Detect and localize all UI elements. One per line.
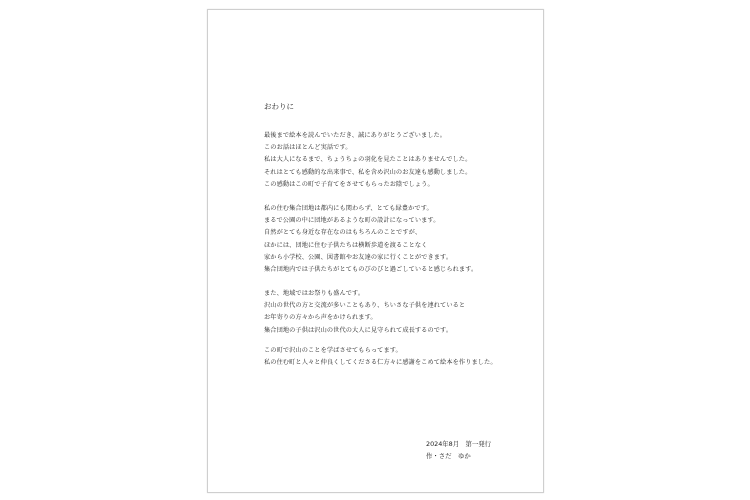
paragraph-line: 最後まで絵本を読んでいただき、誠にありがとうございました。 [264,132,447,139]
paragraph-4 [264,345,497,369]
paragraph-1 [264,130,471,191]
document-page [207,9,544,493]
paragraph-line: お年寄りの方々から声をかけられます。 [264,314,377,322]
paragraph-3 [264,288,465,337]
paragraph-line: この町で沢山のことを学ばさせてもらってます。 [264,347,402,354]
paragraph-line: 私の住む集合団地は都内にも関わらず、とても緑豊かです。 [264,205,433,212]
paragraph-line: 家から小学校、公園、図書館やお友達の家に行くことができます。 [264,253,453,261]
paragraph-line: 沢山の世代の方と交流が多いこともあり、ちいさな子供を連れていると [264,302,466,310]
paragraph-line: ほかには、団地に住む子供たちは横断歩道を渡ることなく [264,241,428,249]
paragraph-line: 集合団地の子供は沢山の世代の大人に見守られて成長するのです。 [264,326,453,334]
paragraph-2 [264,203,477,276]
paragraph-line: 自然がとても身近な存在なのはもちろんのことですが、 [264,229,422,237]
author-line: 作・さだ ゆか [426,452,471,460]
paragraph-line: このお話はほとんど実話です。 [264,144,352,152]
paragraph-line: また、地域ではお祭りも盛んです。 [264,290,365,297]
paragraph-line: この感動はこの町で子育てをさせてもらったお陰でしょう。 [264,180,434,188]
paragraph-line: まるで公園の中に団地があるような町の設計になっています。 [264,217,440,225]
paragraph-line: 私は大人になるまで、ちょうちょの羽化を見たことはありませんでした。 [264,156,472,164]
edition-line: 2024年8月 第一発行 [426,440,492,448]
document-heading: おわりに [264,102,294,111]
paragraph-line: それはとても感動的な出来事で、私を含め沢山のお友達も感動しました。 [264,168,472,176]
colophon [426,438,491,462]
paragraph-line: 集合団地内では子供たちがとてものびのびと過ごしていると感じられます。 [264,266,478,274]
paragraph-line: 私の住む町と人々と仲良くしてくださる仁方々に感謝をこめて絵本を作りました。 [264,359,497,367]
